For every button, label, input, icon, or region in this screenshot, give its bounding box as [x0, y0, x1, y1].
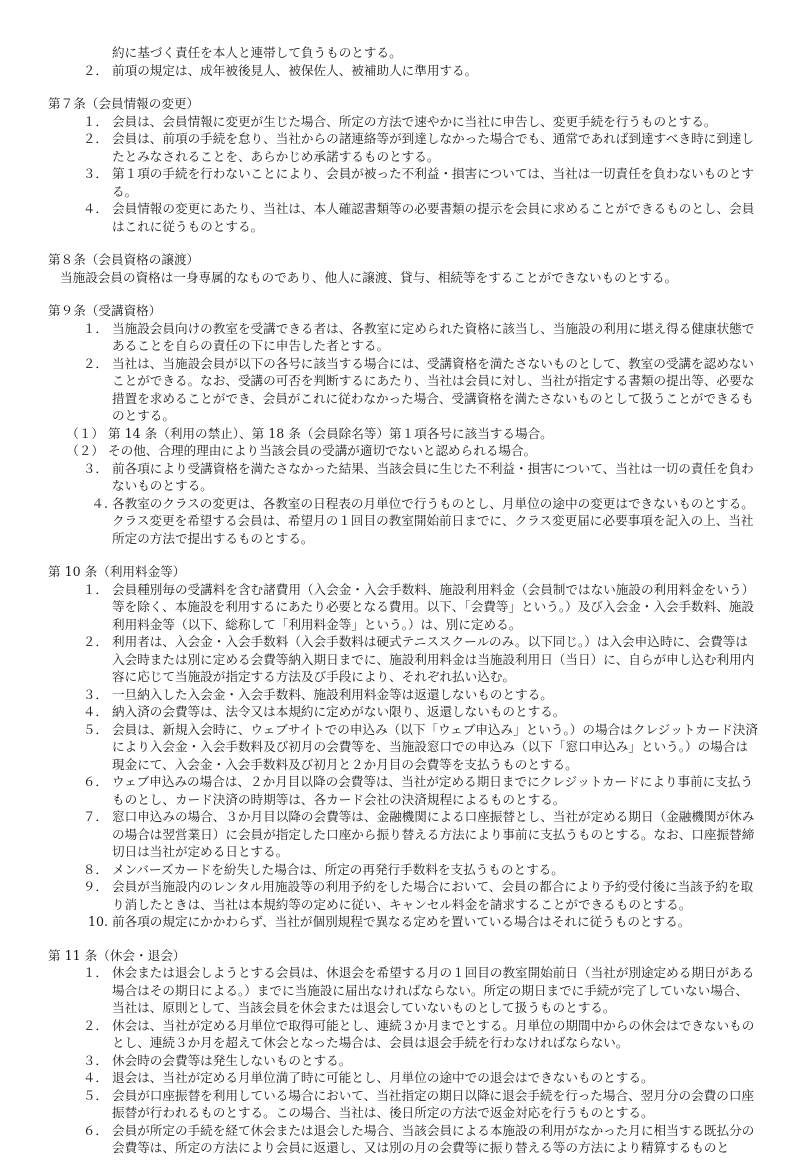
clause-number: １． — [82, 113, 108, 129]
article-paragraph: 当施設会員の資格は一身専属的なものであり、他人に譲渡、貸与、相続等をすることができないものとする。 — [60, 269, 678, 285]
clause-number: ４． — [82, 1070, 108, 1085]
clause-number: ３． — [82, 686, 108, 702]
clause-item — [48, 200, 760, 235]
clause-item — [48, 1087, 760, 1122]
clause-number: （１） — [66, 425, 104, 441]
clause-item — [48, 165, 760, 200]
clause-text: 当社は、当施設会員が以下の各号に該当する場合には、受講資格を満たさないものとして、教室の受講を認めないことができる。なお、受講の可否を判断するにあたり、当社は会員に対し、当社が指定する書類の提出等、必要な措置を求めることができ、会員がこれに従わなかった場合、受講資格を満たさないものとして扱うことができるものとする。 — [112, 355, 755, 423]
clause-item — [48, 773, 760, 808]
clause-item — [48, 703, 760, 721]
clause-number: １． — [82, 320, 108, 336]
clause-number: ２． — [82, 62, 108, 78]
continuation-text: クラス変更を希望する会員は、希望月の１回目の教室開始前日までに、クラス変更届に必要事項を記入の上、当社所定の方法で提出するものとする。 — [112, 513, 754, 546]
clause-number: １． — [82, 965, 108, 980]
article-art7 — [48, 95, 760, 235]
clause-text: 休会は、当社が定める月単位で取得可能とし、連続３か月までとする。月単位の期間中からの休会はできないものとし、連続３か月を超えて休会となった場合は、会員は退会手続を行わなければならない。 — [112, 1017, 755, 1050]
clause-item — [48, 1017, 760, 1052]
clause-number: （２） — [66, 443, 104, 458]
clause-number: ９． — [82, 879, 108, 894]
article-art10 — [48, 563, 760, 931]
clause-text: 会員は、前項の手続を怠り、当社からの諸連絡等が到達しなかった場合でも、通常であれば到達すべき時に到達したとみなされることを、あらかじめ承諾するものとする。 — [112, 131, 755, 164]
subclause-item — [48, 442, 760, 460]
clause-number: ３． — [82, 166, 108, 181]
article-art11 — [48, 947, 760, 1157]
clause-item — [48, 62, 760, 80]
clause-number: ５． — [82, 1087, 108, 1103]
clause-text: 会員種別毎の受講料を含む諸費用（入会金・入会手数料、施設利用料金（会員制ではない施設の利用料金をいう）等を除く、本施設を利用するにあたり必要となる費用。以下、「会費等」という。）及び入会金・入会手数料、施設利用料金等（以下、総称して「利用料金等」という。）は、別に定める。 — [112, 581, 755, 632]
lead-section — [48, 44, 760, 79]
article-heading: 第７条（会員情報の変更） — [48, 96, 200, 111]
clause-text: メンバーズカードを紛失した場合は、所定の再発行手数料を支払うものとする。 — [112, 861, 564, 877]
clause-text: 会員が所定の手続を経て休会または退会した場合、当該会員による本施設の利用がなかった月に相当する既払分の会費等は、所定の方法により会員に返還し、又は別の月の会費等に振り替える等の方法により精算するものと — [112, 1122, 755, 1155]
article-heading: 第８条（会員資格の譲渡） — [48, 252, 200, 267]
clause-item — [48, 878, 760, 913]
clause-item — [48, 633, 760, 686]
clause-text: 利用者は、入会金・入会手数料（入会手数料は硬式テニススクールのみ。以下同じ。）は入会申込時に、会費等は入会時または別に定める会費等納入期日までに、施設利用料金は当施設利用日（当日）に、自らが申し込む利用内容に応じて当施設が指定する方法及び手段により、それぞれ払い込む。 — [112, 634, 755, 684]
clause-text: 当施設会員向けの教室を受講できる者は、各教室に定められた資格に該当し、当施設の利用に堪え得る健康状態であることを自らの責任の下に申告した者とする。 — [112, 320, 755, 353]
clause-number: ４． — [82, 704, 108, 719]
clause-text: 会員は、会員情報に変更が生じた場合、所定の方法で速やかに当社に申告し、変更手続を行うものとする。 — [112, 113, 717, 129]
article-heading: 第 10 条（利用料金等） — [48, 564, 186, 579]
article-art9 — [48, 302, 760, 547]
clause-item — [48, 721, 760, 774]
clause-text: 前各項の規定にかかわらず、当社が個別規程で異なる定めを置いている場合はそれに従うものとする。 — [112, 914, 691, 929]
clause-text: 休会時の会費等は発生しないものとする。 — [112, 1052, 352, 1068]
clause-item — [48, 808, 760, 861]
clause-text: 会員が当施設内のレンタル用施設等の利用予約をした場合において、会員の都合により予約受付後に当該予約を取り消したときは、当社は本規約等の定めに従い、キャンセル料金を請求することができるものとする。 — [112, 879, 754, 912]
continuation-text: 約に基づく責任を本人と連帯して負うものとする。 — [112, 45, 402, 60]
clause-text: 会員情報の変更にあたり、当社は、本人確認書類等の必要書類の提示を会員に求めることができるものとし、会員はこれに従うものとする。 — [112, 201, 755, 234]
clause-number: ６． — [82, 1122, 108, 1138]
clause-text: 納入済の会費等は、法令又は本規約に定めがない限り、返還しないものとする。 — [112, 704, 566, 719]
clause-text: 休会または退会しようとする会員は、休退会を希望する月の１回目の教室開始前日（当社が別途定める期日がある場合はその期日による。）までに当施設に届出なければならない。所定の期日までに手続が完了していない場合、当社は、原則として、当該会員を休会または退会していないものとして扱うものとする。 — [112, 965, 755, 1015]
clause-item — [48, 113, 760, 131]
clause-item — [48, 495, 760, 513]
clause-number: ４. — [91, 495, 108, 511]
clause-number: ２． — [82, 1017, 108, 1033]
article-art8 — [48, 251, 760, 286]
clause-text: 退会は、当社が定める月単位満了時に可能とし、月単位の途中での退会はできないものとする。 — [112, 1070, 654, 1085]
article-list — [48, 95, 760, 1157]
clause-item — [48, 460, 760, 495]
clause-item — [48, 1052, 760, 1070]
clause-number: ４． — [82, 201, 108, 216]
terms-document — [48, 44, 760, 1173]
clause-item — [48, 1069, 760, 1087]
clause-number: １． — [82, 581, 108, 597]
clause-item — [48, 320, 760, 355]
clause-text: 窓口申込みの場合、３か月目以降の会費等は、金融機関による口座振替とし、当社が定める期日（金融機関が休みの場合は翌営業日）に会員が指定した口座から振り替える方法により事前に支払うものとする。なお、口座振替締切日は当社が定める日とする。 — [112, 809, 755, 859]
clause-number: ２． — [82, 131, 108, 146]
clause-text: 前項の規定は、成年被後見人、被保佐人、被補助人に準用する。 — [112, 62, 478, 78]
clause-text: 前各項により受講資格を満たさなかった結果、当該会員に生じた不利益・損害について、当社は一切の責任を負わないものとする。 — [112, 460, 754, 493]
article-heading: 第 11 条（休会・退会） — [48, 947, 186, 963]
clause-number: ２． — [82, 355, 108, 371]
clause-number: ７． — [82, 809, 108, 824]
clause-item — [48, 581, 760, 634]
clause-item — [48, 913, 760, 931]
clause-number: ５． — [82, 721, 108, 737]
clause-text: 第 14 条（利用の禁止）、第 18 条（会員除名等）第１項各号に該当する場合。 — [108, 425, 553, 441]
clause-number: ２． — [82, 634, 108, 649]
clause-text: 会員は、新規入会時に、ウェブサイトでの申込み（以下「ウェブ申込み」という。）の場合はクレジットカード決済により入会金・入会手数料及び初月の会費等を、当施設窓口での申込み（以下「窓口申込み」という。）の場合は現金にて、入会金・入会手数料及び初月と２か月目の会費等を支払うものとする。 — [112, 721, 758, 772]
clause-number: ３． — [82, 1052, 108, 1068]
clause-item — [48, 861, 760, 879]
clause-item — [48, 1122, 760, 1157]
clause-text: 各教室のクラスの変更は、各教室の日程表の月単位で行うものとし、月単位の途中の変更はできないものとする。 — [112, 495, 754, 511]
clause-number: 10. — [87, 914, 108, 929]
clause-item — [48, 964, 760, 1017]
clause-text: 会員が口座振替を利用している場合において、当社指定の期日以降に退会手続を行った場合、翌月分の会費の口座振替が行われるものとする。この場合、当社は、後日所定の方法で返金対応を行うものとする。 — [112, 1087, 755, 1120]
clause-text: 第１項の手続を行わないことにより、会員が被った不利益・損害については、当社は一切責任を負わないものとする。 — [112, 166, 755, 199]
clause-number: ３． — [82, 460, 108, 476]
clause-text: 一旦納入した入会金・入会手数料、施設利用料金等は返還しないものとする。 — [112, 686, 553, 702]
clause-item — [48, 130, 760, 165]
clause-number: ６． — [82, 774, 108, 789]
article-heading: 第９条（受講資格） — [48, 303, 162, 318]
clause-text: その他、合理的理由により当該会員の受講が適切でないと認められる場合。 — [108, 443, 537, 458]
clause-item — [48, 355, 760, 425]
subclause-item — [48, 425, 760, 443]
clause-text: ウェブ申込みの場合は、２か月目以降の会費等は、当社が定める期日までにクレジットカードにより事前に支払うものとし、カード決済の時期等は、各カード会社の決済規程によるものとする。 — [112, 774, 754, 807]
clause-number: ８． — [82, 861, 108, 877]
clause-item — [48, 686, 760, 704]
